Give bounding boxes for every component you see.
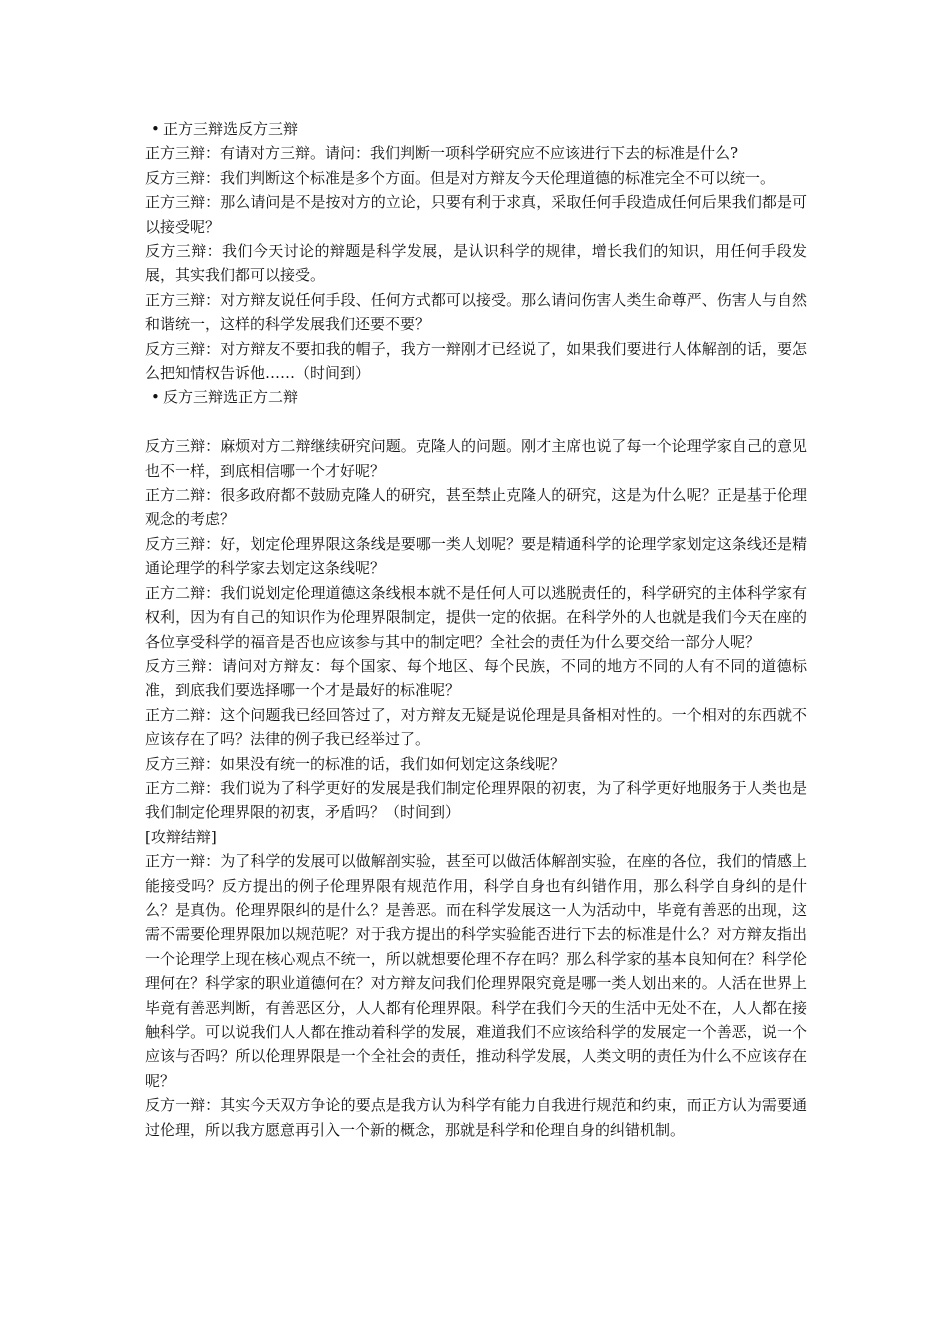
bullet-icon: • — [151, 388, 160, 407]
subsection-label: [攻辩结辩] — [145, 827, 217, 846]
dialogue-line: 正方二辩：我们说划定伦理道德这条线根本就不是任何人可以逃脱责任的，科学研究的主体科学家有权利，因为有自己的知识作为伦理界限制定，提供一定的依据。在科学外的人也就是我们今天在座的各位享受科学的福音是否也应该参与其中的制定吧？全社会的责任为什么要交给一部分人呢？ — [145, 583, 807, 651]
dialogue-line: 正方二辩：这个问题我已经回答过了，对方辩友无疑是说伦理是具备相对性的。一个相对的东西就不应该存在了吗？法律的例子我已经举过了。 — [145, 705, 807, 749]
dialogue-line: 反方三辩：我们判断这个标准是多个方面。但是对方辩友今天伦理道德的标准完全不可以统一。 — [145, 168, 776, 187]
section-heading-2 — [145, 385, 807, 409]
dialogue-line: 反方三辩：好，划定伦理界限这条线是要哪一类人划呢？要是精通科学的论理学家划定这条线还是精通论理学的科学家去划定这条线呢？ — [145, 534, 807, 578]
section-heading-1 — [145, 117, 807, 141]
dialogue-line: 正方二辩：我们说为了科学更好的发展是我们制定伦理界限的初衷，为了科学更好地服务于人类也是我们制定伦理界限的初衷，矛盾吗？（时间到） — [145, 778, 807, 822]
dialogue-line: 反方一辩：其实今天双方争论的要点是我方认为科学有能力自我进行规范和约束，而正方认为需要通过伦理，所以我方愿意再引入一个新的概念，那就是科学和伦理自身的纠错机制。 — [145, 1096, 807, 1139]
section-heading-text: 反方三辩选正方二辩 — [163, 388, 299, 407]
dialogue-line: 正方三辩：有请对方三辩。请问：我们判断一项科学研究应不应该进行下去的标准是什么? — [145, 144, 739, 163]
dialogue-line: 正方三辩：那么请问是不是按对方的立论，只要有利于求真，采取任何手段造成任何后果我们都是可以接受呢？ — [145, 193, 807, 236]
dialogue-line: 反方三辩：请问对方辩友：每个国家、每个地区、每个民族，不同的地方不同的人有不同的道德标准，到底我们要选择哪一个才是最好的标准呢？ — [145, 656, 807, 700]
dialogue-line: 正方三辩：对方辩友说任何手段、任何方式都可以接受。那么请问伤害人类生命尊严、伤害人与自然和谐统一，这样的科学发展我们还要不要？ — [145, 290, 807, 334]
document-body — [145, 117, 807, 1142]
blank-line — [145, 410, 807, 434]
bullet-icon: • — [151, 120, 160, 138]
dialogue-line: 正方二辩：很多政府都不鼓励克隆人的研究，甚至禁止克隆人的研究，这是为什么呢？正是基于伦理观念的考虑？ — [145, 486, 807, 529]
dialogue-line: 反方三辩：我们今天讨论的辩题是科学发展，是认识科学的规律，增长我们的知识，用任何手段发展，其实我们都可以接受。 — [145, 242, 807, 285]
section-heading-text: 正方三辩选反方三辩 — [163, 120, 299, 138]
dialogue-line: 反方三辩：如果没有统一的标准的话，我们如何划定这条线呢？ — [145, 754, 566, 773]
dialogue-line: 正方一辩：为了科学的发展可以做解剖实验，甚至可以做活体解剖实验，在座的各位，我们的情感上能接受吗？反方提出的例子伦理界限有规范作用，科学自身也有纠错作用，那么科学自身纠的是什么？是真伪。伦理界限纠的是什么？是善恶。而在科学发展这一人为活动中，毕竟有善恶的出现，这需不需要伦理界限加以规范呢？对于我方提出的科学实验能否进行下去的标准是什么？对方辩友指出一个论理学上现在核心观点不统一，所以就想要伦理不存在吗？那么科学家的基本良知何在？科学伦理何在？科学家的职业道德何在？对方辩友问我们伦理界限究竟是哪一类人划出来的。人活在世界上毕竟有善恶判断，有善恶区分，人人都有伦理界限。科学在我们今天的生活中无处不在，人人都在接触科学。可以说我们人人都在推动着科学的发展，难道我们不应该给科学的发展定一个善恶，说一个应该与否吗？所以伦理界限是一个全社会的责任，推动科学发展，人类文明的责任为什么不应该存在呢？ — [145, 852, 807, 1090]
dialogue-line: 反方三辩：对方辩友不要扣我的帽子，我方一辩刚才已经说了，如果我们要进行人体解剖的话，要怎么把知情权告诉他……（时间到） — [145, 339, 807, 383]
dialogue-line: 反方三辩：麻烦对方二辩继续研究问题。克隆人的问题。刚才主席也说了每一个论理学家自己的意见也不一样，到底相信哪一个才好呢？ — [145, 437, 807, 480]
